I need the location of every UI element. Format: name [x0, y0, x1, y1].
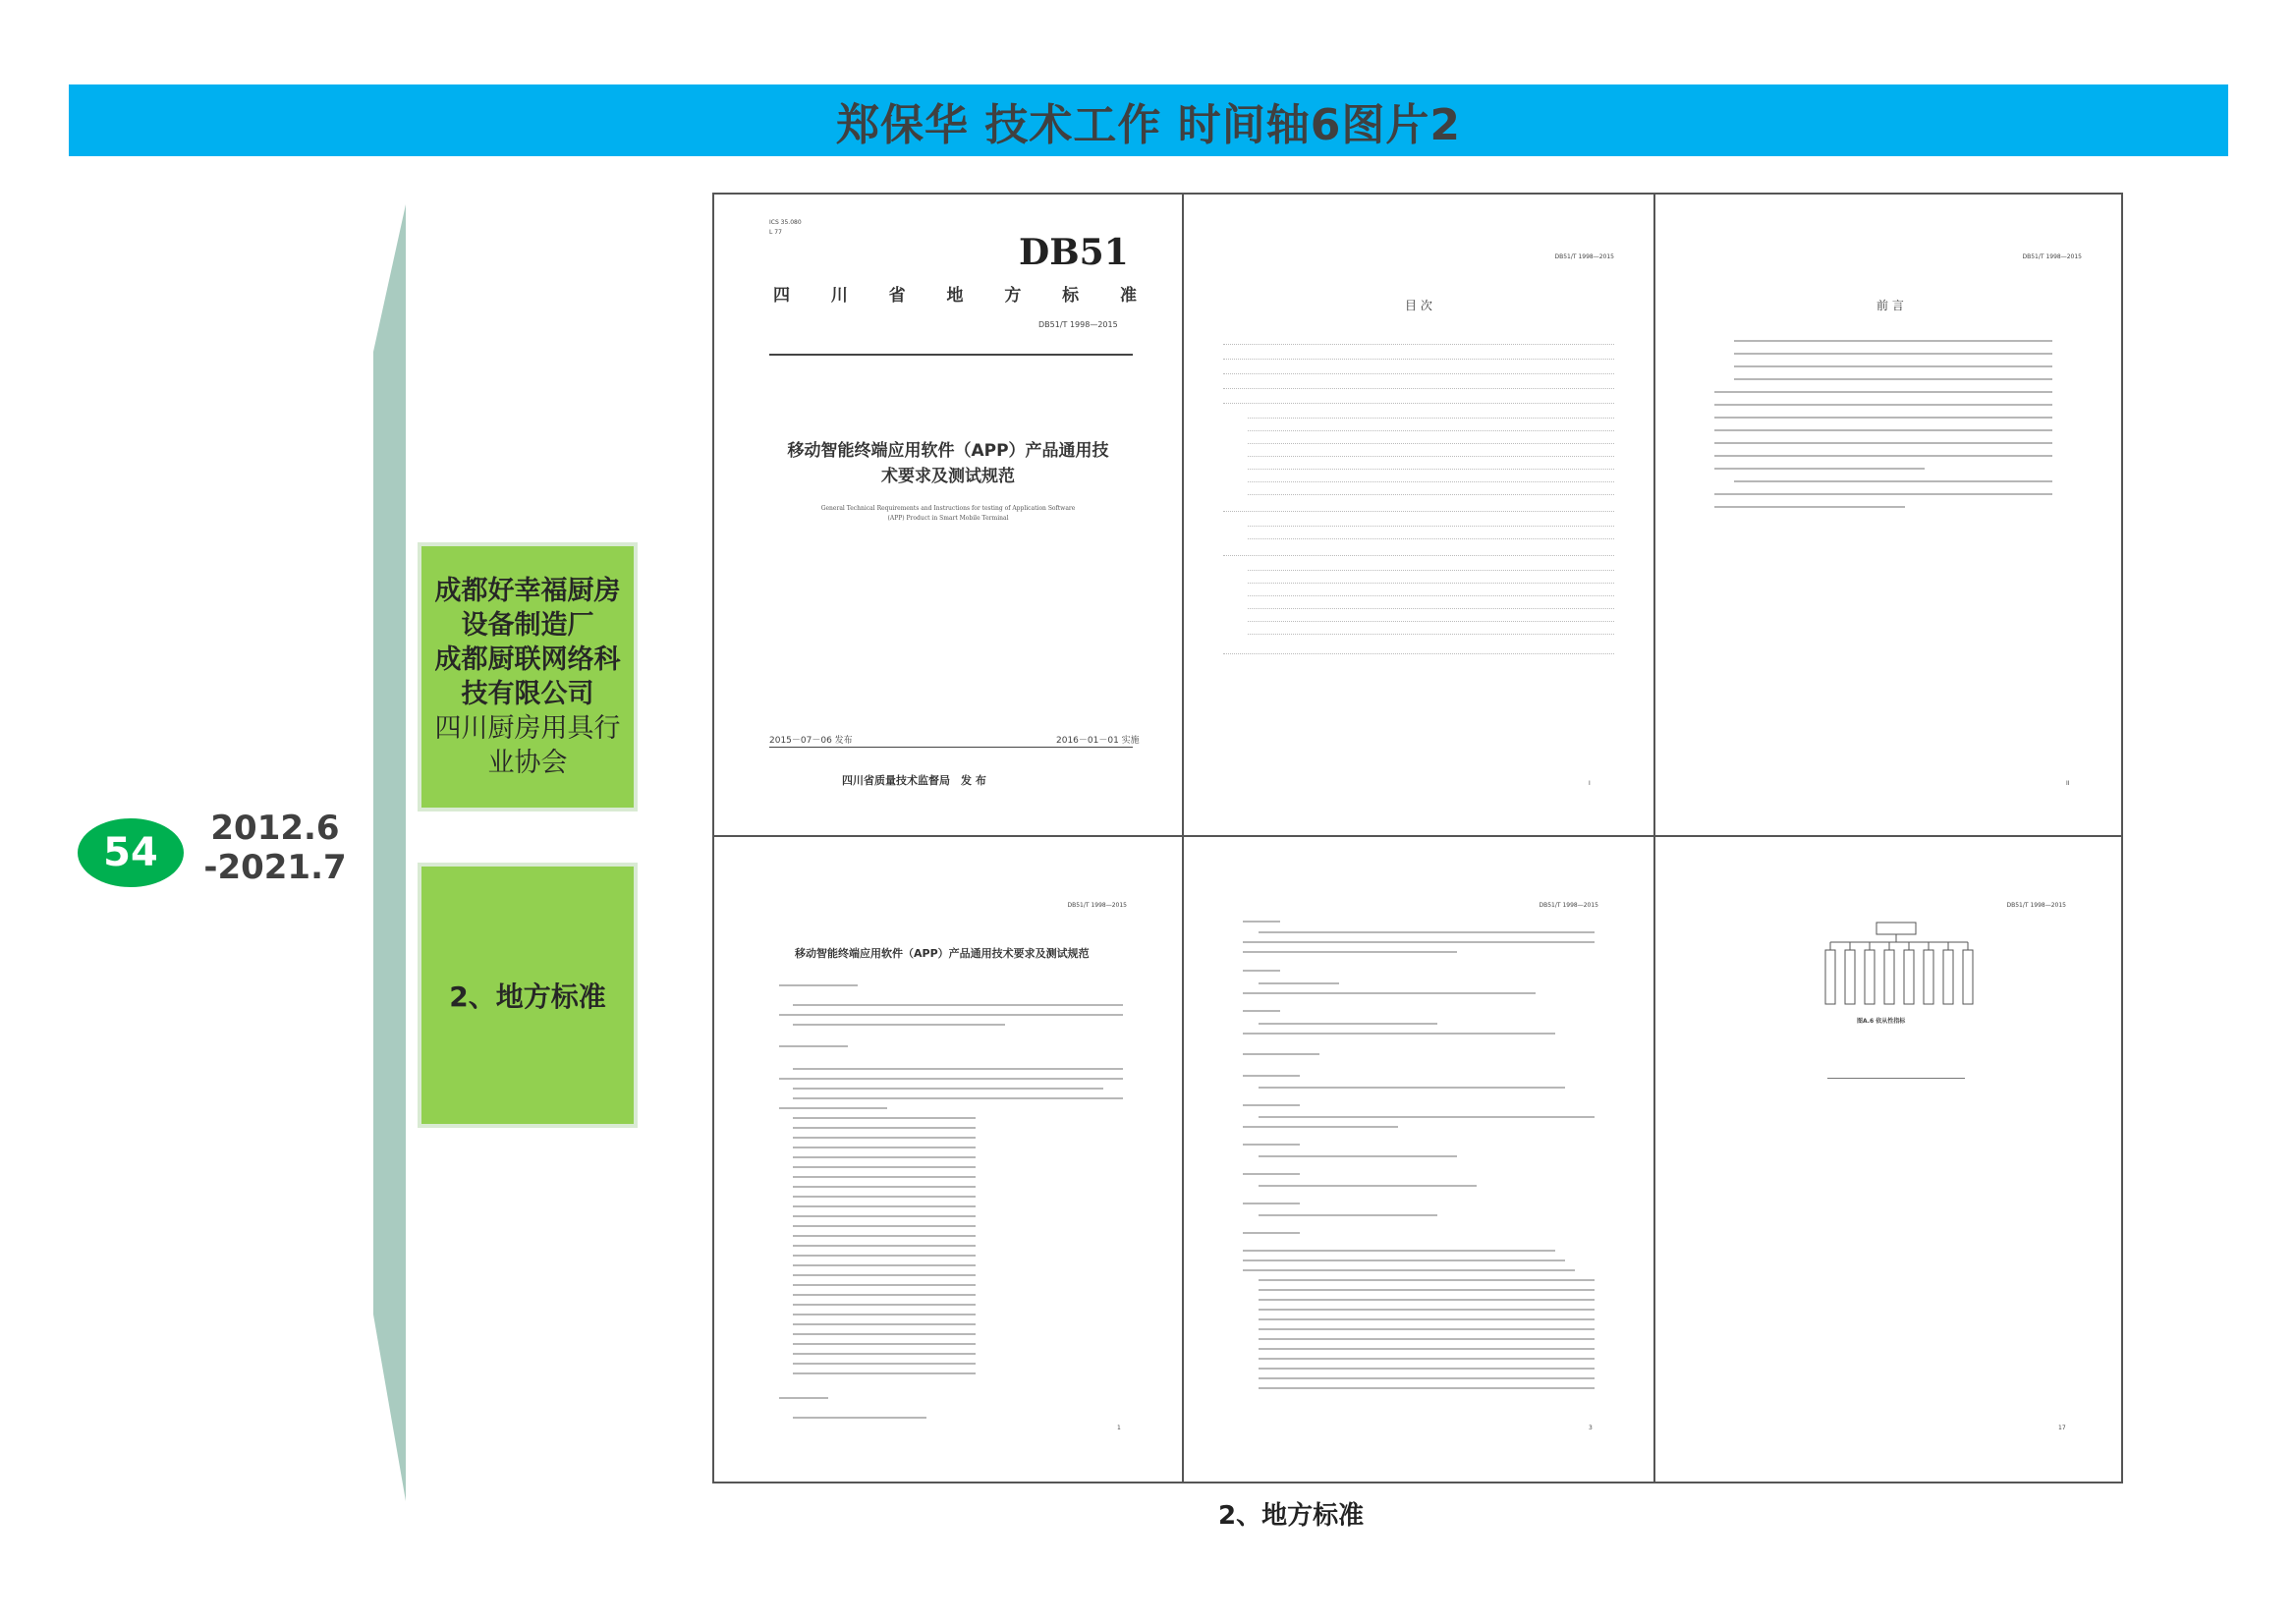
body-page-1 — [712, 835, 1184, 1483]
cover-english-title — [734, 504, 1162, 524]
timeline-number-badge: 54 — [78, 818, 184, 887]
title-banner — [69, 84, 2228, 156]
region-char: 标 — [1062, 286, 1080, 306]
preface-page-number: II — [2066, 780, 2070, 787]
cover-title-line: 移动智能终端应用软件（APP）产品通用技 — [787, 441, 1109, 461]
company-box — [418, 542, 638, 812]
appendix-figure-caption: 图A.6 依从性指标 — [1857, 1018, 1906, 1025]
appendix-page-number: 17 — [2058, 1425, 2066, 1431]
cover-ics: ICS 35.080 — [769, 219, 802, 226]
preface-header: DB51/T 1998—2015 — [2022, 253, 2082, 260]
cover-divider — [769, 354, 1133, 356]
standard-type-box — [418, 863, 638, 1128]
cover-issuer: 四川省质量技术监督局 发 布 — [842, 774, 986, 787]
timeline-years — [201, 809, 349, 887]
toc-header: DB51/T 1998—2015 — [1554, 253, 1614, 260]
grid-caption: 2、地方标准 — [1218, 1501, 1365, 1531]
appendix-end-line — [1827, 1078, 1965, 1079]
appendix-header: DB51/T 1998—2015 — [2006, 902, 2066, 909]
years-start: 2012.6 — [210, 809, 340, 848]
toc-page-number: I — [1589, 780, 1591, 787]
cover-page — [712, 193, 1184, 837]
document-pages-grid — [712, 193, 2121, 1483]
cover-region — [773, 281, 1137, 306]
company-line: 成都好幸福厨房 — [434, 576, 621, 606]
company-line: 成都厨联网络科 — [434, 644, 621, 675]
body1-page-number: 1 — [1117, 1425, 1121, 1431]
region-char: 省 — [888, 286, 906, 306]
body2-page-number: 3 — [1589, 1425, 1593, 1431]
preface-heading: 前 言 — [1876, 299, 1904, 312]
cover-en-line: General Technical Requirements and Instructions for testing of Application Software — [820, 505, 1076, 512]
toc-page — [1182, 193, 1655, 837]
region-char: 地 — [946, 286, 964, 306]
toc-heading: 目 次 — [1405, 299, 1432, 312]
years-end: -2021.7 — [203, 848, 347, 887]
appendix-page — [1653, 835, 2123, 1483]
preface-page — [1653, 193, 2123, 837]
company-line: 业协会 — [487, 748, 568, 778]
cover-issue-date: 2015－07－06 发布 — [769, 736, 853, 746]
cover-bottom-divider — [769, 747, 1133, 748]
company-line: 技有限公司 — [461, 679, 594, 709]
region-char: 四 — [773, 286, 790, 306]
appendix-figure — [1822, 921, 1980, 1009]
timeline-spine — [373, 204, 406, 1501]
region-char: 川 — [830, 286, 848, 306]
region-char: 准 — [1119, 286, 1137, 306]
standard-type-label: 2、地方标准 — [449, 980, 606, 1013]
body1-header: DB51/T 1998—2015 — [1067, 902, 1127, 909]
cover-impl-date: 2016－01－01 实施 — [1056, 736, 1140, 746]
company-line: 四川厨房用具行 — [434, 713, 621, 744]
body1-title: 移动智能终端应用软件（APP）产品通用技术要求及测试规范 — [795, 947, 1090, 960]
cover-code: DB51 — [1019, 232, 1129, 273]
cover-title — [734, 438, 1162, 489]
cover-title-line: 术要求及测试规范 — [881, 467, 1015, 486]
body-page-2 — [1182, 835, 1655, 1483]
banner-title: 郑保华 技术工作 时间轴6图片2 — [836, 99, 1461, 150]
company-line: 设备制造厂 — [461, 610, 594, 641]
region-char: 方 — [1004, 286, 1022, 306]
cover-std-no: DB51/T 1998—2015 — [1038, 320, 1118, 329]
body2-header: DB51/T 1998—2015 — [1539, 902, 1598, 909]
cover-cls: L 77 — [769, 229, 782, 236]
cover-en-line: (APP) Product in Smart Mobile Terminal — [887, 515, 1009, 522]
